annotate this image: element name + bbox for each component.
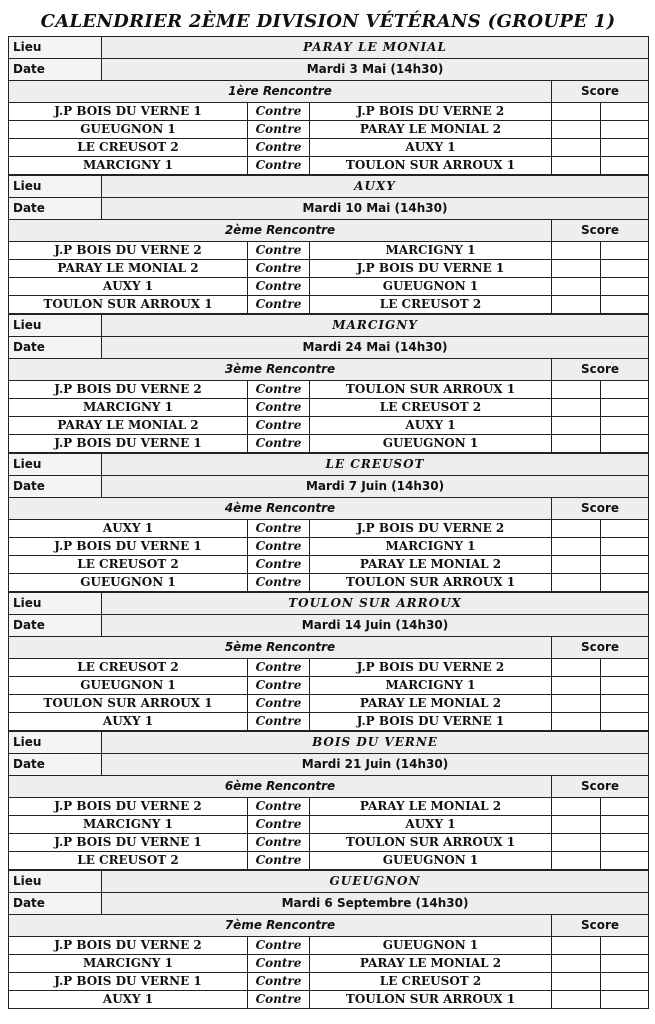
away-score-cell[interactable] (601, 816, 649, 834)
home-team: PARAY LE MONIAL 2 (9, 260, 248, 278)
home-score-cell[interactable] (552, 556, 601, 574)
away-team: TOULON SUR ARROUX 1 (310, 991, 552, 1009)
match-row (9, 520, 649, 538)
date-row (9, 615, 649, 637)
home-team: TOULON SUR ARROUX 1 (9, 296, 248, 314)
round-header-row (9, 220, 649, 242)
home-score-cell[interactable] (552, 798, 601, 816)
versus-label: Contre (248, 695, 310, 713)
home-team: J.P BOIS DU VERNE 2 (9, 937, 248, 955)
home-score-cell[interactable] (552, 435, 601, 453)
versus-label: Contre (248, 103, 310, 121)
away-score-cell[interactable] (601, 937, 649, 955)
match-row (9, 435, 649, 453)
calendar-sheet (8, 6, 648, 1009)
home-score-cell[interactable] (552, 538, 601, 556)
home-score-cell[interactable] (552, 139, 601, 157)
home-score-cell[interactable] (552, 852, 601, 870)
versus-label: Contre (248, 260, 310, 278)
match-date: Mardi 14 Juin (14h30) (102, 615, 649, 637)
home-score-cell[interactable] (552, 834, 601, 852)
date-label: Date (9, 615, 102, 637)
round-block (8, 592, 649, 731)
home-team: LE CREUSOT 2 (9, 139, 248, 157)
lieu-label: Lieu (9, 315, 102, 337)
match-row (9, 417, 649, 435)
away-team: TOULON SUR ARROUX 1 (310, 574, 552, 592)
home-team: J.P BOIS DU VERNE 1 (9, 435, 248, 453)
versus-label: Contre (248, 417, 310, 435)
date-label: Date (9, 754, 102, 776)
match-row (9, 242, 649, 260)
match-date: Mardi 7 Juin (14h30) (102, 476, 649, 498)
versus-label: Contre (248, 937, 310, 955)
home-score-cell[interactable] (552, 574, 601, 592)
venue-name: TOULON SUR ARROUX (102, 593, 649, 615)
away-team: PARAY LE MONIAL 2 (310, 955, 552, 973)
round-title: 4ème Rencontre (9, 498, 552, 520)
away-team: GUEUGNON 1 (310, 435, 552, 453)
versus-label: Contre (248, 435, 310, 453)
match-row (9, 973, 649, 991)
away-team: J.P BOIS DU VERNE 2 (310, 103, 552, 121)
home-team: J.P BOIS DU VERNE 2 (9, 381, 248, 399)
away-score-cell[interactable] (601, 242, 649, 260)
lieu-row (9, 315, 649, 337)
match-row (9, 816, 649, 834)
lieu-row (9, 871, 649, 893)
match-row (9, 937, 649, 955)
home-team: LE CREUSOT 2 (9, 556, 248, 574)
home-score-cell[interactable] (552, 260, 601, 278)
date-row (9, 198, 649, 220)
home-score-cell[interactable] (552, 157, 601, 175)
date-label: Date (9, 476, 102, 498)
match-row (9, 139, 649, 157)
away-team: AUXY 1 (310, 417, 552, 435)
round-header-row (9, 359, 649, 381)
away-score-cell[interactable] (601, 677, 649, 695)
match-row (9, 991, 649, 1009)
match-row (9, 381, 649, 399)
versus-label: Contre (248, 677, 310, 695)
versus-label: Contre (248, 538, 310, 556)
versus-label: Contre (248, 955, 310, 973)
home-team: MARCIGNY 1 (9, 816, 248, 834)
away-team: AUXY 1 (310, 139, 552, 157)
round-block (8, 175, 649, 314)
lieu-row (9, 454, 649, 476)
date-label: Date (9, 337, 102, 359)
home-score-cell[interactable] (552, 955, 601, 973)
lieu-label: Lieu (9, 732, 102, 754)
home-team: AUXY 1 (9, 278, 248, 296)
round-title: 6ème Rencontre (9, 776, 552, 798)
versus-label: Contre (248, 139, 310, 157)
round-title: 7ème Rencontre (9, 915, 552, 937)
match-row (9, 955, 649, 973)
home-team: AUXY 1 (9, 713, 248, 731)
away-team: GUEUGNON 1 (310, 852, 552, 870)
match-row (9, 157, 649, 175)
lieu-row (9, 176, 649, 198)
away-score-cell[interactable] (601, 121, 649, 139)
versus-label: Contre (248, 296, 310, 314)
match-row (9, 103, 649, 121)
away-score-cell[interactable] (601, 296, 649, 314)
home-score-cell[interactable] (552, 278, 601, 296)
away-score-cell[interactable] (601, 417, 649, 435)
home-score-cell[interactable] (552, 659, 601, 677)
round-block (8, 314, 649, 453)
versus-label: Contre (248, 713, 310, 731)
away-score-cell[interactable] (601, 798, 649, 816)
away-team: TOULON SUR ARROUX 1 (310, 381, 552, 399)
home-team: GUEUGNON 1 (9, 574, 248, 592)
match-row (9, 574, 649, 592)
match-date: Mardi 3 Mai (14h30) (102, 59, 649, 81)
away-score-cell[interactable] (601, 538, 649, 556)
home-team: J.P BOIS DU VERNE 2 (9, 798, 248, 816)
score-header: Score (552, 220, 649, 242)
date-label: Date (9, 59, 102, 81)
lieu-label: Lieu (9, 454, 102, 476)
away-score-cell[interactable] (601, 399, 649, 417)
home-team: J.P BOIS DU VERNE 1 (9, 103, 248, 121)
match-row (9, 834, 649, 852)
away-team: PARAY LE MONIAL 2 (310, 121, 552, 139)
versus-label: Contre (248, 520, 310, 538)
score-header: Score (552, 637, 649, 659)
away-team: MARCIGNY 1 (310, 538, 552, 556)
versus-label: Contre (248, 556, 310, 574)
away-score-cell[interactable] (601, 852, 649, 870)
date-row (9, 337, 649, 359)
versus-label: Contre (248, 973, 310, 991)
round-header-row (9, 637, 649, 659)
match-row (9, 296, 649, 314)
lieu-row (9, 593, 649, 615)
away-team: PARAY LE MONIAL 2 (310, 556, 552, 574)
match-date: Mardi 6 Septembre (14h30) (102, 893, 649, 915)
match-row (9, 556, 649, 574)
versus-label: Contre (248, 574, 310, 592)
home-score-cell[interactable] (552, 695, 601, 713)
lieu-label: Lieu (9, 593, 102, 615)
round-block (8, 870, 649, 1009)
round-block (8, 731, 649, 870)
away-team: MARCIGNY 1 (310, 242, 552, 260)
away-score-cell[interactable] (601, 834, 649, 852)
home-team: AUXY 1 (9, 520, 248, 538)
home-score-cell[interactable] (552, 677, 601, 695)
home-team: J.P BOIS DU VERNE 1 (9, 834, 248, 852)
date-label: Date (9, 198, 102, 220)
home-score-cell[interactable] (552, 991, 601, 1009)
venue-name: AUXY (102, 176, 649, 198)
round-header-row (9, 915, 649, 937)
home-team: PARAY LE MONIAL 2 (9, 417, 248, 435)
lieu-label: Lieu (9, 871, 102, 893)
away-team: AUXY 1 (310, 816, 552, 834)
home-score-cell[interactable] (552, 973, 601, 991)
home-team: MARCIGNY 1 (9, 157, 248, 175)
versus-label: Contre (248, 798, 310, 816)
away-team: LE CREUSOT 2 (310, 973, 552, 991)
home-team: J.P BOIS DU VERNE 2 (9, 242, 248, 260)
away-score-cell[interactable] (601, 157, 649, 175)
home-score-cell[interactable] (552, 242, 601, 260)
away-team: PARAY LE MONIAL 2 (310, 798, 552, 816)
home-team: MARCIGNY 1 (9, 955, 248, 973)
home-team: J.P BOIS DU VERNE 1 (9, 973, 248, 991)
match-row (9, 798, 649, 816)
away-score-cell[interactable] (601, 381, 649, 399)
home-score-cell[interactable] (552, 103, 601, 121)
versus-label: Contre (248, 242, 310, 260)
away-score-cell[interactable] (601, 556, 649, 574)
home-score-cell[interactable] (552, 399, 601, 417)
versus-label: Contre (248, 834, 310, 852)
venue-name: MARCIGNY (102, 315, 649, 337)
lieu-row (9, 37, 649, 59)
date-row (9, 893, 649, 915)
away-score-cell[interactable] (601, 520, 649, 538)
round-title: 2ème Rencontre (9, 220, 552, 242)
away-team: J.P BOIS DU VERNE 2 (310, 520, 552, 538)
match-row (9, 538, 649, 556)
away-score-cell[interactable] (601, 659, 649, 677)
home-score-cell[interactable] (552, 713, 601, 731)
away-score-cell[interactable] (601, 278, 649, 296)
match-row (9, 852, 649, 870)
venue-name: PARAY LE MONIAL (102, 37, 649, 59)
home-score-cell[interactable] (552, 296, 601, 314)
score-header: Score (552, 915, 649, 937)
venue-name: LE CREUSOT (102, 454, 649, 476)
away-team: PARAY LE MONIAL 2 (310, 695, 552, 713)
away-team: MARCIGNY 1 (310, 677, 552, 695)
away-score-cell[interactable] (601, 260, 649, 278)
date-row (9, 59, 649, 81)
away-team: J.P BOIS DU VERNE 1 (310, 260, 552, 278)
lieu-label: Lieu (9, 37, 102, 59)
away-score-cell[interactable] (601, 435, 649, 453)
away-score-cell[interactable] (601, 713, 649, 731)
home-score-cell[interactable] (552, 417, 601, 435)
home-team: GUEUGNON 1 (9, 677, 248, 695)
away-team: LE CREUSOT 2 (310, 296, 552, 314)
away-team: J.P BOIS DU VERNE 2 (310, 659, 552, 677)
away-team: LE CREUSOT 2 (310, 399, 552, 417)
away-score-cell[interactable] (601, 139, 649, 157)
versus-label: Contre (248, 121, 310, 139)
away-team: TOULON SUR ARROUX 1 (310, 834, 552, 852)
versus-label: Contre (248, 852, 310, 870)
match-row (9, 695, 649, 713)
round-block (8, 453, 649, 592)
score-header: Score (552, 776, 649, 798)
home-team: LE CREUSOT 2 (9, 852, 248, 870)
rounds-container (8, 36, 648, 1009)
versus-label: Contre (248, 399, 310, 417)
round-title: 1ère Rencontre (9, 81, 552, 103)
date-label: Date (9, 893, 102, 915)
away-score-cell[interactable] (601, 955, 649, 973)
versus-label: Contre (248, 816, 310, 834)
score-header: Score (552, 359, 649, 381)
date-row (9, 476, 649, 498)
home-team: MARCIGNY 1 (9, 399, 248, 417)
score-header: Score (552, 498, 649, 520)
score-header: Score (552, 81, 649, 103)
match-row (9, 677, 649, 695)
match-date: Mardi 21 Juin (14h30) (102, 754, 649, 776)
versus-label: Contre (248, 278, 310, 296)
home-team: J.P BOIS DU VERNE 1 (9, 538, 248, 556)
match-row (9, 713, 649, 731)
home-score-cell[interactable] (552, 121, 601, 139)
away-score-cell[interactable] (601, 973, 649, 991)
home-score-cell[interactable] (552, 937, 601, 955)
lieu-label: Lieu (9, 176, 102, 198)
round-header-row (9, 81, 649, 103)
match-row (9, 278, 649, 296)
away-score-cell[interactable] (601, 695, 649, 713)
home-team: GUEUGNON 1 (9, 121, 248, 139)
away-score-cell[interactable] (601, 103, 649, 121)
home-team: AUXY 1 (9, 991, 248, 1009)
venue-name: BOIS DU VERNE (102, 732, 649, 754)
round-block (8, 36, 649, 175)
away-team: GUEUGNON 1 (310, 937, 552, 955)
away-score-cell[interactable] (601, 991, 649, 1009)
away-score-cell[interactable] (601, 574, 649, 592)
away-team: J.P BOIS DU VERNE 1 (310, 713, 552, 731)
versus-label: Contre (248, 659, 310, 677)
home-score-cell[interactable] (552, 520, 601, 538)
versus-label: Contre (248, 381, 310, 399)
home-score-cell[interactable] (552, 816, 601, 834)
versus-label: Contre (248, 157, 310, 175)
match-row (9, 260, 649, 278)
home-score-cell[interactable] (552, 381, 601, 399)
round-title: 5ème Rencontre (9, 637, 552, 659)
away-team: GUEUGNON 1 (310, 278, 552, 296)
match-row (9, 659, 649, 677)
match-row (9, 399, 649, 417)
home-team: TOULON SUR ARROUX 1 (9, 695, 248, 713)
lieu-row (9, 732, 649, 754)
page-title: CALENDRIER 2ÈME DIVISION VÉTÉRANS (GROUPE 1) (40, 11, 616, 32)
match-row (9, 121, 649, 139)
match-date: Mardi 10 Mai (14h30) (102, 198, 649, 220)
round-header-row (9, 776, 649, 798)
versus-label: Contre (248, 991, 310, 1009)
match-date: Mardi 24 Mai (14h30) (102, 337, 649, 359)
date-row (9, 754, 649, 776)
round-title: 3ème Rencontre (9, 359, 552, 381)
home-team: LE CREUSOT 2 (9, 659, 248, 677)
venue-name: GUEUGNON (102, 871, 649, 893)
round-header-row (9, 498, 649, 520)
away-team: TOULON SUR ARROUX 1 (310, 157, 552, 175)
